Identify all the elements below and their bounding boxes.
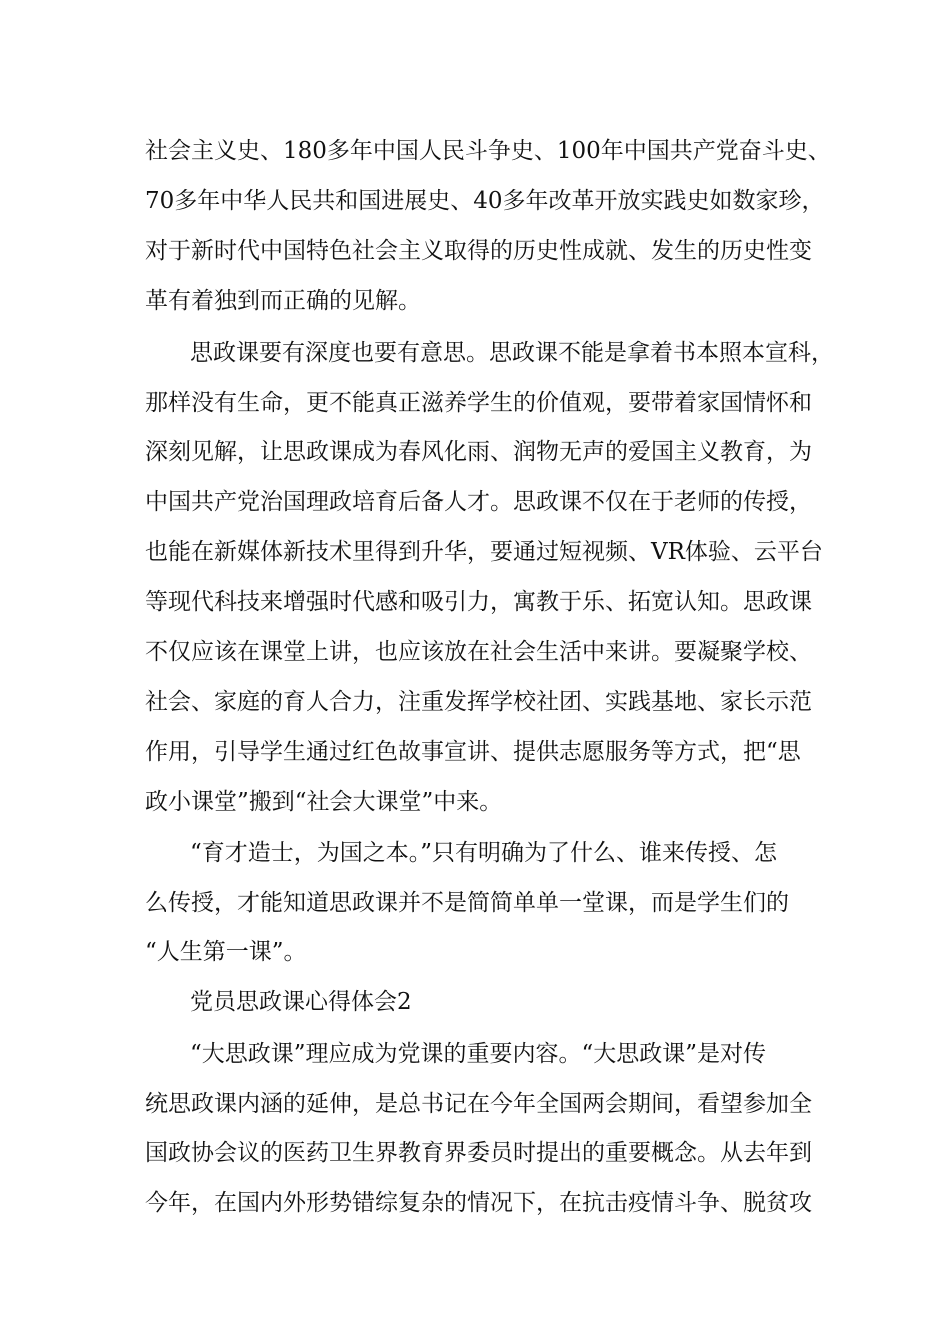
text-line: 革有着独到而正确的见解。 [145,288,421,314]
paragraph-first-line: 思政课要有深度也要有意思。思政课不能是拿着书本照本宣科， [190,340,834,366]
text-line: 社会、家庭的育人合力，注重发挥学校社团、实践基地、家长示范 [145,689,812,715]
text-line: 那样没有生命，更不能真正滋养学生的价值观，要带着家国情怀和 [145,390,812,416]
text-line: 也能在新媒体新技术里得到升华，要通过短视频、VR体验、云平台 [145,539,823,565]
text-line: 么传授，才能知道思政课并不是简简单单一堂课，而是学生们的 [145,890,789,916]
text-line: 对于新时代中国特色社会主义取得的历史性成就、发生的历史性变 [145,238,812,264]
text-line: 70多年中华人民共和国进展史、40多年改革开放实践史如数家珍， [145,188,825,214]
paragraph-first-line: “育才造士，为国之本。”只有明确为了什么、谁来传授、怎 [190,840,778,866]
section-heading: 党员思政课心得体会2 [190,989,412,1015]
text-line: 不仅应该在课堂上讲，也应该放在社会生活中来讲。要凝聚学校、 [145,639,812,665]
text-line: 等现代科技来增强时代感和吸引力，寓教于乐、拓宽认知。思政课 [145,589,812,615]
text-line: 国政协会议的医药卫生界教育界委员时提出的重要概念。从去年到 [145,1140,812,1166]
text-line: 中国共产党治国理政培育后备人才。思政课不仅在于老师的传授， [145,489,812,515]
text-line: 统思政课内涵的延伸，是总书记在今年全国两会期间，看望参加全 [145,1091,812,1117]
text-line: 深刻见解，让思政课成为春风化雨、润物无声的爱国主义教育，为 [145,439,812,465]
paragraph-first-line: “大思政课”理应成为党课的重要内容。“大思政课”是对传 [190,1041,767,1067]
text-line: 今年，在国内外形势错综复杂的情况下，在抗击疫情斗争、脱贫攻 [145,1190,812,1216]
text-line: 政小课堂”搬到“社会大课堂”中来。 [145,789,503,815]
text-line: “人生第一课”。 [145,939,307,965]
text-line: 作用，引导学生通过红色故事宣讲、提供志愿服务等方式，把“思 [145,739,801,765]
text-line: 社会主义史、180多年中国人民斗争史、100年中国共产党奋斗史、 [145,138,831,164]
